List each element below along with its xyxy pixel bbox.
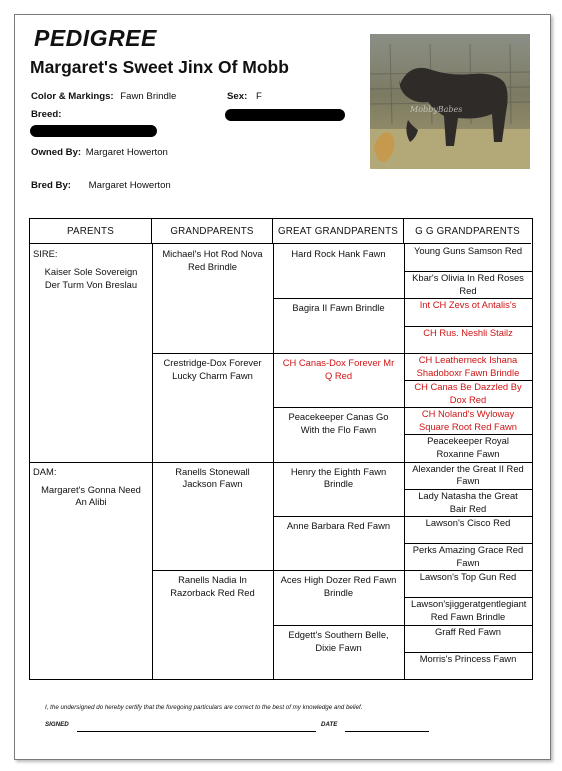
gg-grandparent: Morris's Princess Fawn xyxy=(419,652,517,664)
row-divider xyxy=(273,570,404,571)
dam-label: DAM: xyxy=(33,465,57,477)
owned-by xyxy=(31,147,168,158)
column-header: G G GRANDPARENTS xyxy=(404,219,531,244)
row-divider xyxy=(273,353,404,354)
grandparent: Ranells Stonewall Jackson Fawn xyxy=(175,465,250,490)
row-divider xyxy=(152,462,273,463)
column-header: PARENTS xyxy=(30,219,152,244)
sex-label: Sex: xyxy=(227,91,248,102)
column-header: GREAT GRANDPARENTS xyxy=(273,219,404,244)
signed-label: SIGNED xyxy=(45,721,69,728)
gg-grandparent: Int CH Zevs ot Antalis's xyxy=(419,299,517,311)
gg-grandparent: CH Canas Be Dazzled By Dox Red xyxy=(414,380,522,405)
owned-label: Owned By: xyxy=(31,147,82,158)
breed-label: Breed: xyxy=(31,109,62,120)
dog-photo xyxy=(370,34,530,169)
great-grandparent: Edgett's Southern Belle, Dixie Fawn xyxy=(288,628,389,653)
gg-grandparent: Alexander the Great II Red Fawn xyxy=(412,462,524,487)
gg-grandparent: Peacekeeper Royal Roxanne Fawn xyxy=(427,435,509,460)
sex xyxy=(227,91,262,102)
photo-watermark: MobbyBabes xyxy=(410,105,463,114)
row-divider xyxy=(152,353,273,354)
pedigree-table xyxy=(29,218,533,680)
gg-grandparent: CH Noland's Wyloway Square Root Red Fawn xyxy=(419,408,517,433)
color-value: Fawn Brindle xyxy=(120,91,177,102)
bred-value: Margaret Howerton xyxy=(88,180,171,191)
certification-text: I, the undersigned do hereby certify that the foregoing particulars are correct to the best of my knowledge and belief. xyxy=(45,704,363,711)
gg-grandparent: Perks Amazing Grace Red Fawn xyxy=(412,544,524,569)
gg-grandparent: Lawson's Cisco Red xyxy=(425,516,511,528)
gg-grandparent: CH Rus. Neshli Stailz xyxy=(423,326,513,338)
great-grandparent: Anne Barbara Red Fawn xyxy=(286,519,391,531)
column-header: GRANDPARENTS xyxy=(152,219,273,244)
sex-value: F xyxy=(255,91,262,102)
gg-grandparent: Graff Red Fawn xyxy=(434,625,501,637)
gg-grandparent: Young Guns Samson Red xyxy=(413,245,523,256)
owned-value: Margaret Howerton xyxy=(85,147,168,158)
gg-grandparent: Lawson'sjiggeratgentlegiant Red Fawn Brindle xyxy=(411,598,527,623)
bred-by xyxy=(31,180,171,191)
breed xyxy=(31,109,61,120)
redaction-bar xyxy=(30,125,157,137)
date-label: DATE xyxy=(321,721,338,728)
row-divider xyxy=(273,462,404,463)
sire-label: SIRE: xyxy=(33,248,58,259)
bred-label: Bred By: xyxy=(31,180,71,191)
gg-grandparent: Kbar's Olivia In Red Roses Red xyxy=(412,272,524,297)
dog-name: Margaret's Sweet Jinx Of Mobb xyxy=(30,57,289,77)
grandparent: Ranells Nadia In Razorback Red Red xyxy=(170,574,255,599)
date-line[interactable] xyxy=(345,731,429,732)
page-title: PEDIGREE xyxy=(34,25,157,51)
row-divider xyxy=(152,570,273,571)
row-divider xyxy=(30,462,152,463)
grandparent: Michael's Hot Rod Nova Red Brindle xyxy=(162,248,263,272)
color-markings xyxy=(31,91,176,102)
great-grandparent: Aces High Dozer Red Fawn Brindle xyxy=(280,574,397,599)
great-grandparent: Bagira II Fawn Brindle xyxy=(292,302,385,314)
dam-name: Margaret's Gonna Need An Alibi xyxy=(41,483,141,508)
great-grandparent: Hard Rock Hank Fawn xyxy=(291,248,386,259)
redaction-bar xyxy=(225,109,345,121)
gg-grandparent: Lawson's Top Gun Red xyxy=(419,571,517,583)
gg-grandparent: Lady Natasha the Great Bair Red xyxy=(418,489,518,514)
great-grandparent: CH Canas-Dox Forever Mr Q Red xyxy=(282,356,395,381)
gg-grandparent: CH Leatherneck Ishana Shadoboxr Fawn Brindle xyxy=(416,353,520,378)
row-divider xyxy=(273,298,404,299)
pedigree-page xyxy=(14,14,551,760)
row-divider xyxy=(273,407,404,408)
grandparent: Crestridge-Dox Forever Lucky Charm Fawn xyxy=(163,356,262,381)
great-grandparent: Peacekeeper Canas Go With the Flo Fawn xyxy=(288,411,389,436)
row-divider xyxy=(273,516,404,517)
row-divider xyxy=(273,625,404,626)
great-grandparent: Henry the Eighth Fawn Brindle xyxy=(290,465,387,490)
color-label: Color & Markings: xyxy=(31,91,114,102)
sire-name: Kaiser Sole Sovereign Der Turm Von Breslau xyxy=(44,266,138,290)
signature-line[interactable] xyxy=(77,731,316,732)
